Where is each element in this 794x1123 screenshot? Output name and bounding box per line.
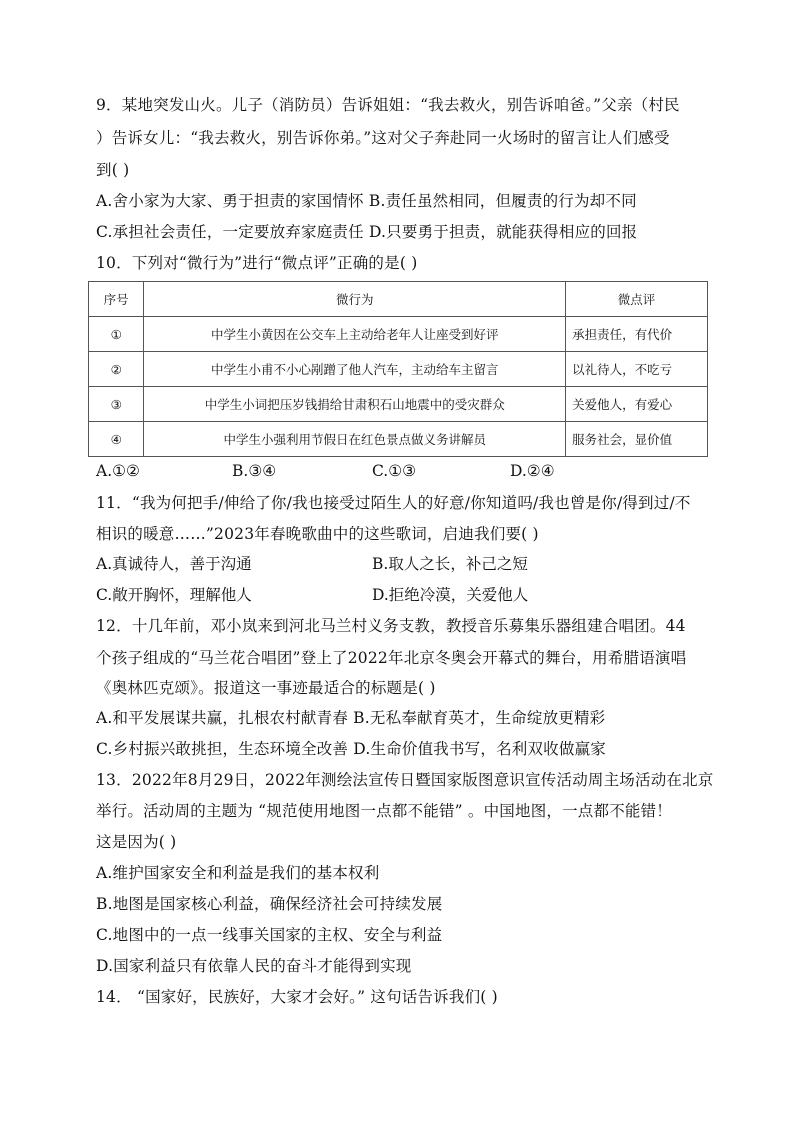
q11-options-cd — [96, 584, 696, 606]
q10-option-d: D.②④ — [510, 462, 555, 480]
table-cell-no: ③ — [89, 387, 144, 422]
q9-stem-line1: 9．某地突发山火。儿子（消防员）告诉姐姐：“我去救火，别告诉咱爸。”父亲（村民 — [96, 96, 680, 114]
table-cell-no: ① — [89, 317, 144, 352]
table-cell-act: 中学生小强利用节假日在红色景点做义务讲解员 — [144, 422, 566, 457]
q13-stem-line3: 这是因为( ) — [96, 833, 177, 851]
table-cell-act: 中学生小词把压岁钱捐给甘肃积石山地震中的受灾群众 — [144, 387, 566, 422]
q11-stem-line1: 11．“我为何把手/伸给了你/我也接受过陌生人的好意/你知道吗/我也曾是你/得到过/不 — [96, 494, 691, 512]
table-header-comment: 微点评 — [566, 282, 708, 317]
table-cell-comment: 以礼待人，不吃亏 — [566, 352, 708, 387]
table-row — [89, 317, 708, 352]
table-cell-no: ④ — [89, 422, 144, 457]
q11-option-b: B.取人之长，补己之短 — [372, 555, 528, 573]
table-cell-comment: 服务社会，显价值 — [566, 422, 708, 457]
q11-option-c: C.敞开胸怀，理解他人 — [96, 586, 252, 604]
q9-stem-line3: 到( ) — [96, 161, 130, 179]
q10-options — [96, 460, 696, 482]
table-cell-act: 中学生小黄因在公交车上主动给老年人让座受到好评 — [144, 317, 566, 352]
table-row — [89, 387, 708, 422]
table-header-no: 序号 — [89, 282, 144, 317]
table-header-act: 微行为 — [144, 282, 566, 317]
q9-stem-line2: ）告诉女儿：“我去救火，别告诉你弟。”这对父子奔赴同一火场时的留言让人们感受 — [96, 129, 670, 147]
q10-stem: 10．下列对“微行为”进行“微点评”正确的是( ) — [96, 254, 418, 272]
q10-option-b: B.③④ — [232, 462, 277, 480]
q9-options-cd: C.承担社会责任，一定要放弃家庭责任 D.只要勇于担责，就能获得相应的回报 — [96, 223, 638, 241]
q13-stem-line1: 13．2022年8月29日，2022年测绘法宣传日暨国家版图意识宣传活动周主场活动在北京 — [96, 771, 714, 789]
q13-option-b: B.地图是国家核心利益，确保经济社会可持续发展 — [96, 895, 443, 913]
table-cell-comment: 承担责任，有代价 — [566, 317, 708, 352]
q11-stem-line2: 相识的暖意……”2023年春晚歌曲中的这些歌词，启迪我们要( ) — [96, 525, 539, 543]
q10-option-a: A.①② — [96, 462, 140, 480]
table-row — [89, 352, 708, 387]
q13-option-d: D.国家利益只有依靠人民的奋斗才能得到实现 — [96, 957, 412, 975]
q10-table — [88, 281, 708, 457]
table-row — [89, 422, 708, 457]
q12-options-cd: C.乡村振兴敢挑担，生态环境全改善 D.生命价值我书写，名利双收做赢家 — [96, 740, 606, 758]
table-header-row — [89, 282, 708, 317]
q13-option-a: A.维护国家安全和利益是我们的基本权利 — [96, 864, 380, 882]
table-cell-act: 中学生小甫不小心剐蹭了他人汽车，主动给车主留言 — [144, 352, 566, 387]
q11-options-ab — [96, 553, 696, 575]
table-cell-comment: 关爱他人，有爱心 — [566, 387, 708, 422]
table-cell-no: ② — [89, 352, 144, 387]
q11-option-d: D.拒绝冷漠，关爱他人 — [372, 586, 529, 604]
q12-stem-line3: 《奥林匹克颂》。报道这一事迹最适合的标题是( ) — [96, 679, 436, 697]
q13-option-c: C.地图中的一点一线事关国家的主权、安全与利益 — [96, 926, 443, 944]
q12-stem-line2: 个孩子组成的“马兰花合唱团”登上了2022年北京冬奥会开幕式的舞台，用希腊语演唱 — [96, 649, 687, 667]
q12-options-ab: A.和平发展谋共赢，扎根农村献青春 B.无私奉献育英才，生命绽放更精彩 — [96, 709, 606, 727]
q10-option-c: C.①③ — [372, 462, 417, 480]
q14-stem: 14． “国家好，民族好，大家才会好。” 这句话告诉我们( ) — [96, 988, 498, 1006]
q9-options-ab: A.舍小家为大家、勇于担责的家国情怀 B.责任虽然相同，但履责的行为却不同 — [96, 192, 637, 210]
q12-stem-line1: 12．十几年前，邓小岚来到河北马兰村义务支教，教授音乐募集乐器组建合唱团。44 — [96, 617, 686, 635]
q11-option-a: A.真诚待人，善于沟通 — [96, 555, 252, 573]
q13-stem-line2: 举行。活动周的主题为 “规范使用地图一点都不能错” 。中国地图，一点都不能错！ — [96, 802, 673, 820]
